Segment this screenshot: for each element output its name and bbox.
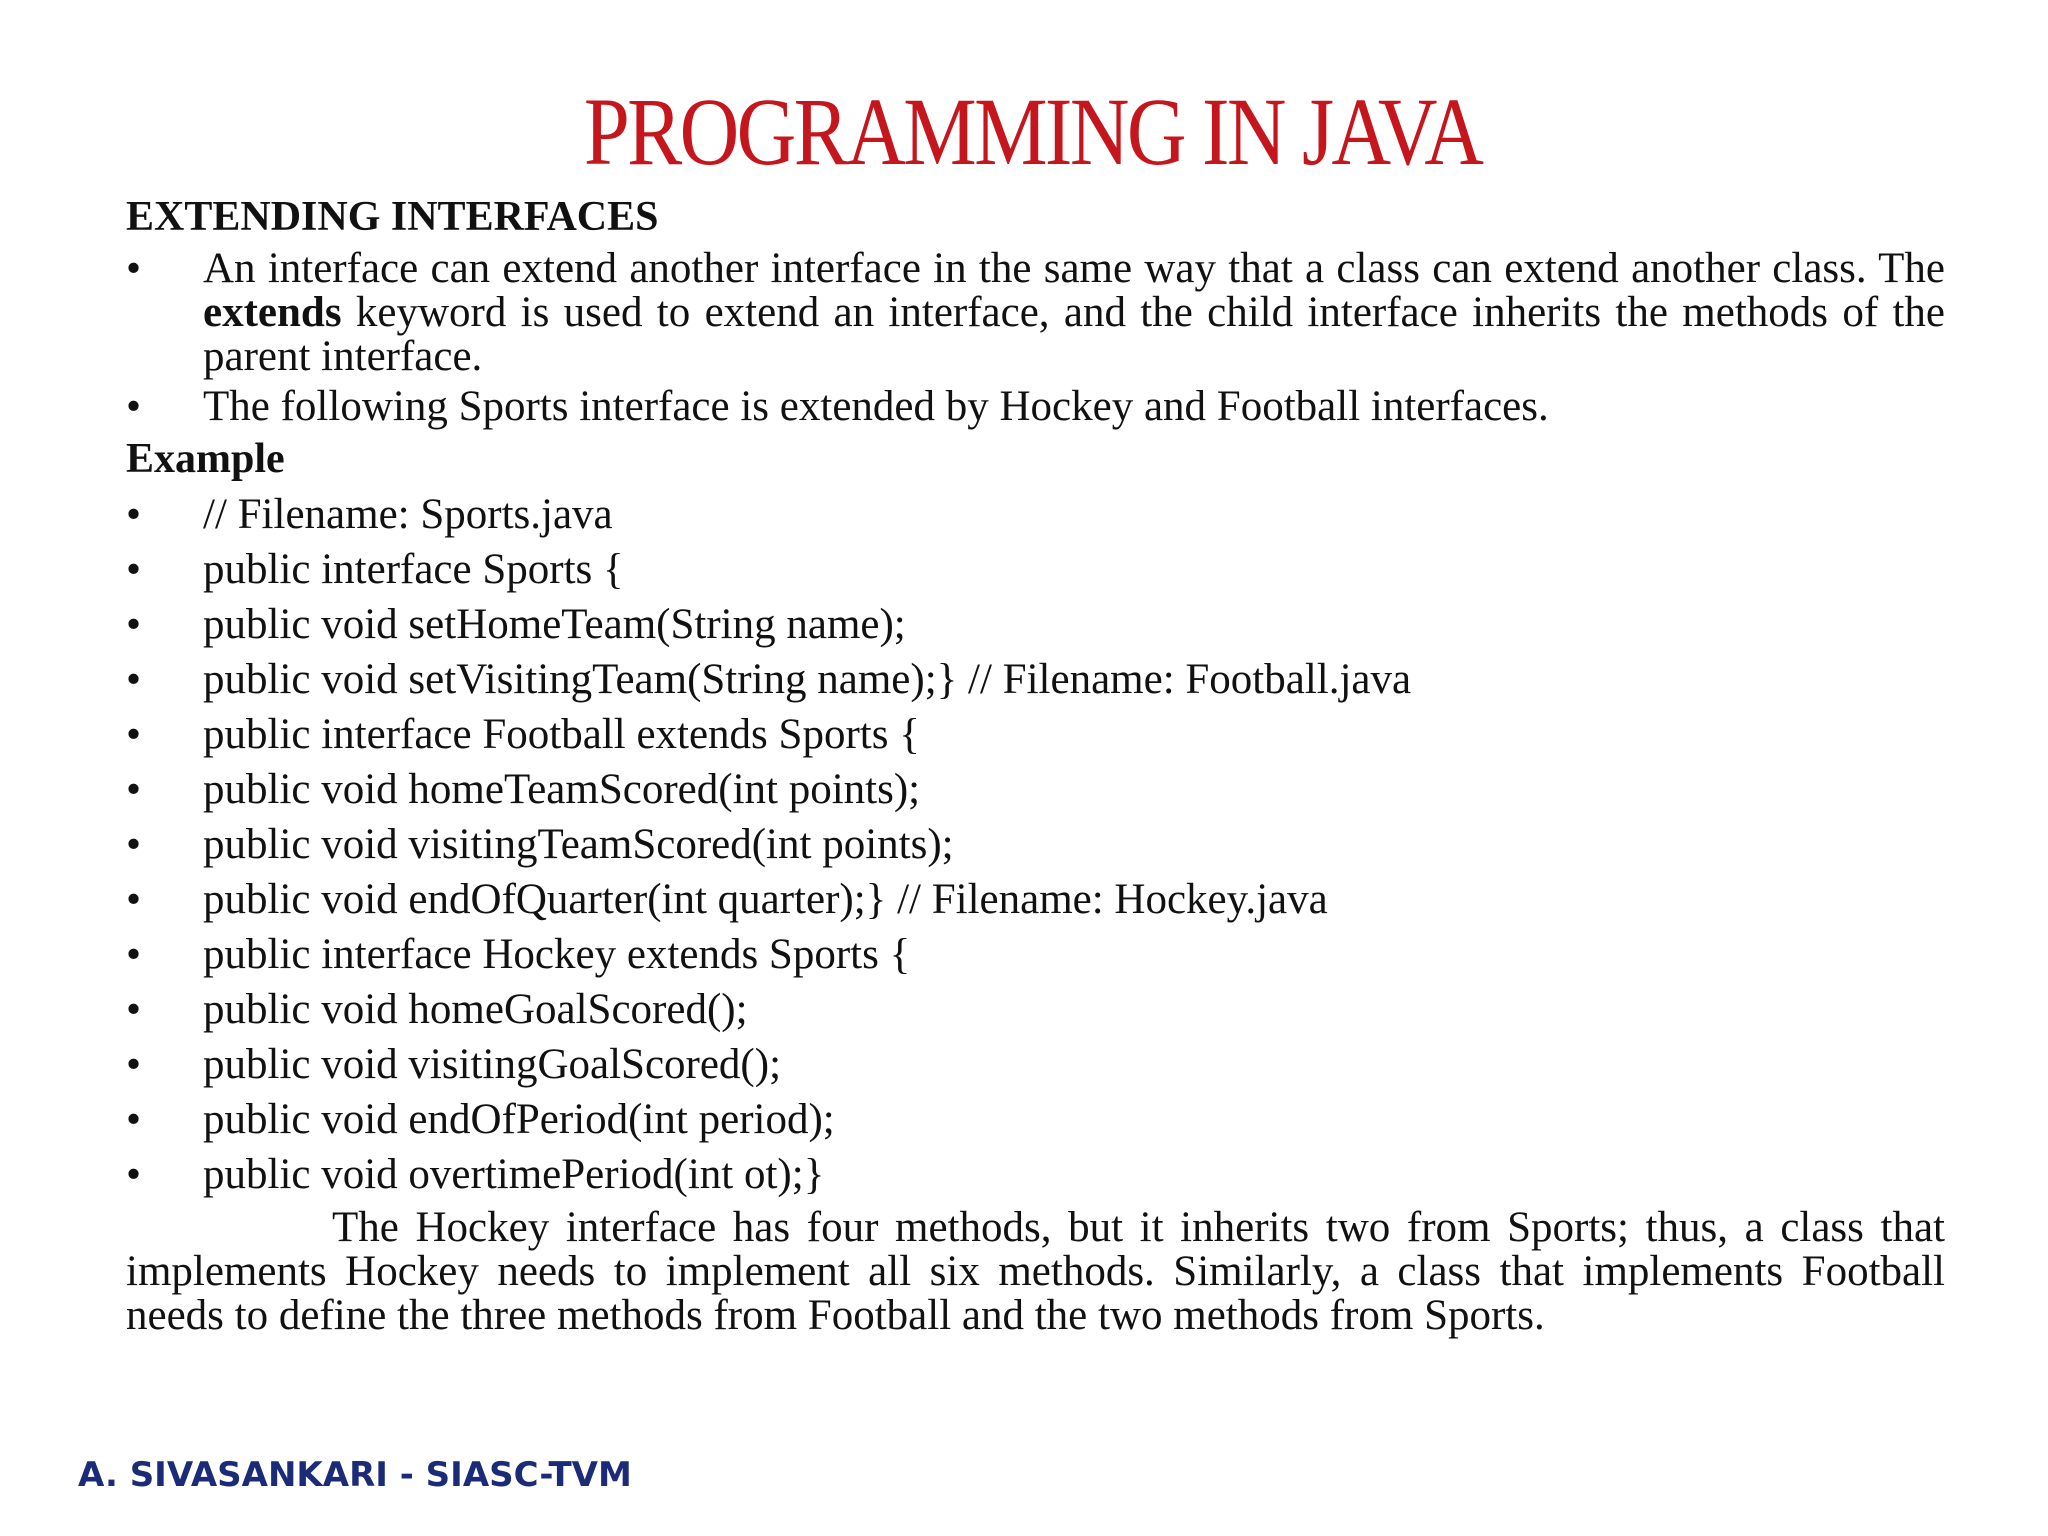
code-line [126,872,1945,927]
bullet-dot-icon: • [126,383,142,430]
bullet-dot-icon: • [126,930,142,978]
slide-content [126,193,1945,1338]
code-line-text: public void endOfQuarter(int quarter);} // Filename: Hockey.java [203,875,1328,923]
section-heading: EXTENDING INTERFACES [126,194,659,240]
code-line-text: public void setHomeTeam(String name); [203,600,906,648]
author-footer: A. SIVASANKARI - SIASC-TVM [78,1455,632,1495]
intro-bullet-text: The following Sports interface is extended by Hockey and Football interfaces. [203,383,1549,430]
summary-paragraph: The Hockey interface has four methods, but it inherits two from Sports; thus, a class that implements Hockey needs to implement all six methods. Similarly, a class that implements Football needs to define the three methods from Football and the two methods from Sports. [126,1204,1945,1339]
code-line-text: public interface Hockey extends Sports { [203,930,911,978]
code-line [126,1147,1945,1202]
bullet-dot-icon: • [126,820,142,868]
code-line [126,487,1945,542]
code-line-text: public interface Football extends Sports { [203,710,920,758]
example-heading: Example [126,436,285,482]
code-line [126,927,1945,982]
bullet-dot-icon: • [126,875,142,923]
bullet-dot-icon: • [126,545,142,593]
code-line [126,597,1945,652]
intro-bullet-list [126,247,1945,429]
code-line [126,707,1945,762]
code-line-text: public void setVisitingTeam(String name);} // Filename: Football.java [203,655,1412,703]
code-line-text: public void overtimePeriod(int ot);} [203,1150,825,1198]
code-line [126,1037,1945,1092]
bullet-dot-icon: • [126,655,142,703]
code-line-text: public void endOfPeriod(int period); [203,1095,835,1143]
bullet-dot-icon: • [126,1095,142,1143]
code-line-list [126,487,1945,1202]
code-line [126,817,1945,872]
bullet-dot-icon: • [126,490,142,538]
code-line-text: public interface Sports { [203,545,624,593]
code-line-text: public void visitingGoalScored(); [203,1040,782,1088]
code-line [126,982,1945,1037]
bullet-dot-icon: • [126,600,142,648]
intro-bullet [126,247,1945,379]
code-line [126,762,1945,817]
code-line-text: public void homeTeamScored(int points); [203,765,921,813]
bullet-dot-icon: • [126,710,142,758]
bullet-dot-icon: • [126,1040,142,1088]
code-line [126,652,1945,707]
intro-bullet-text: An interface can extend another interface in the same way that a class can extend another class. The extends keyword is used to extend an interface, and the child interface inherits the methods of the parent interface. [203,245,1945,380]
bullet-dot-icon: • [126,985,142,1033]
bullet-dot-icon: • [126,765,142,813]
bullet-dot-icon: • [126,245,142,292]
code-line [126,542,1945,597]
code-line-text: public void visitingTeamScored(int points); [203,820,954,868]
code-line-text: // Filename: Sports.java [203,490,613,538]
code-line [126,1092,1945,1147]
bullet-dot-icon: • [126,1150,142,1198]
extends-keyword: extends [203,289,342,336]
intro-bullet [126,385,1945,429]
code-line-text: public void homeGoalScored(); [203,985,748,1033]
slide-title: PROGRAMMING IN JAVA [583,78,1482,185]
